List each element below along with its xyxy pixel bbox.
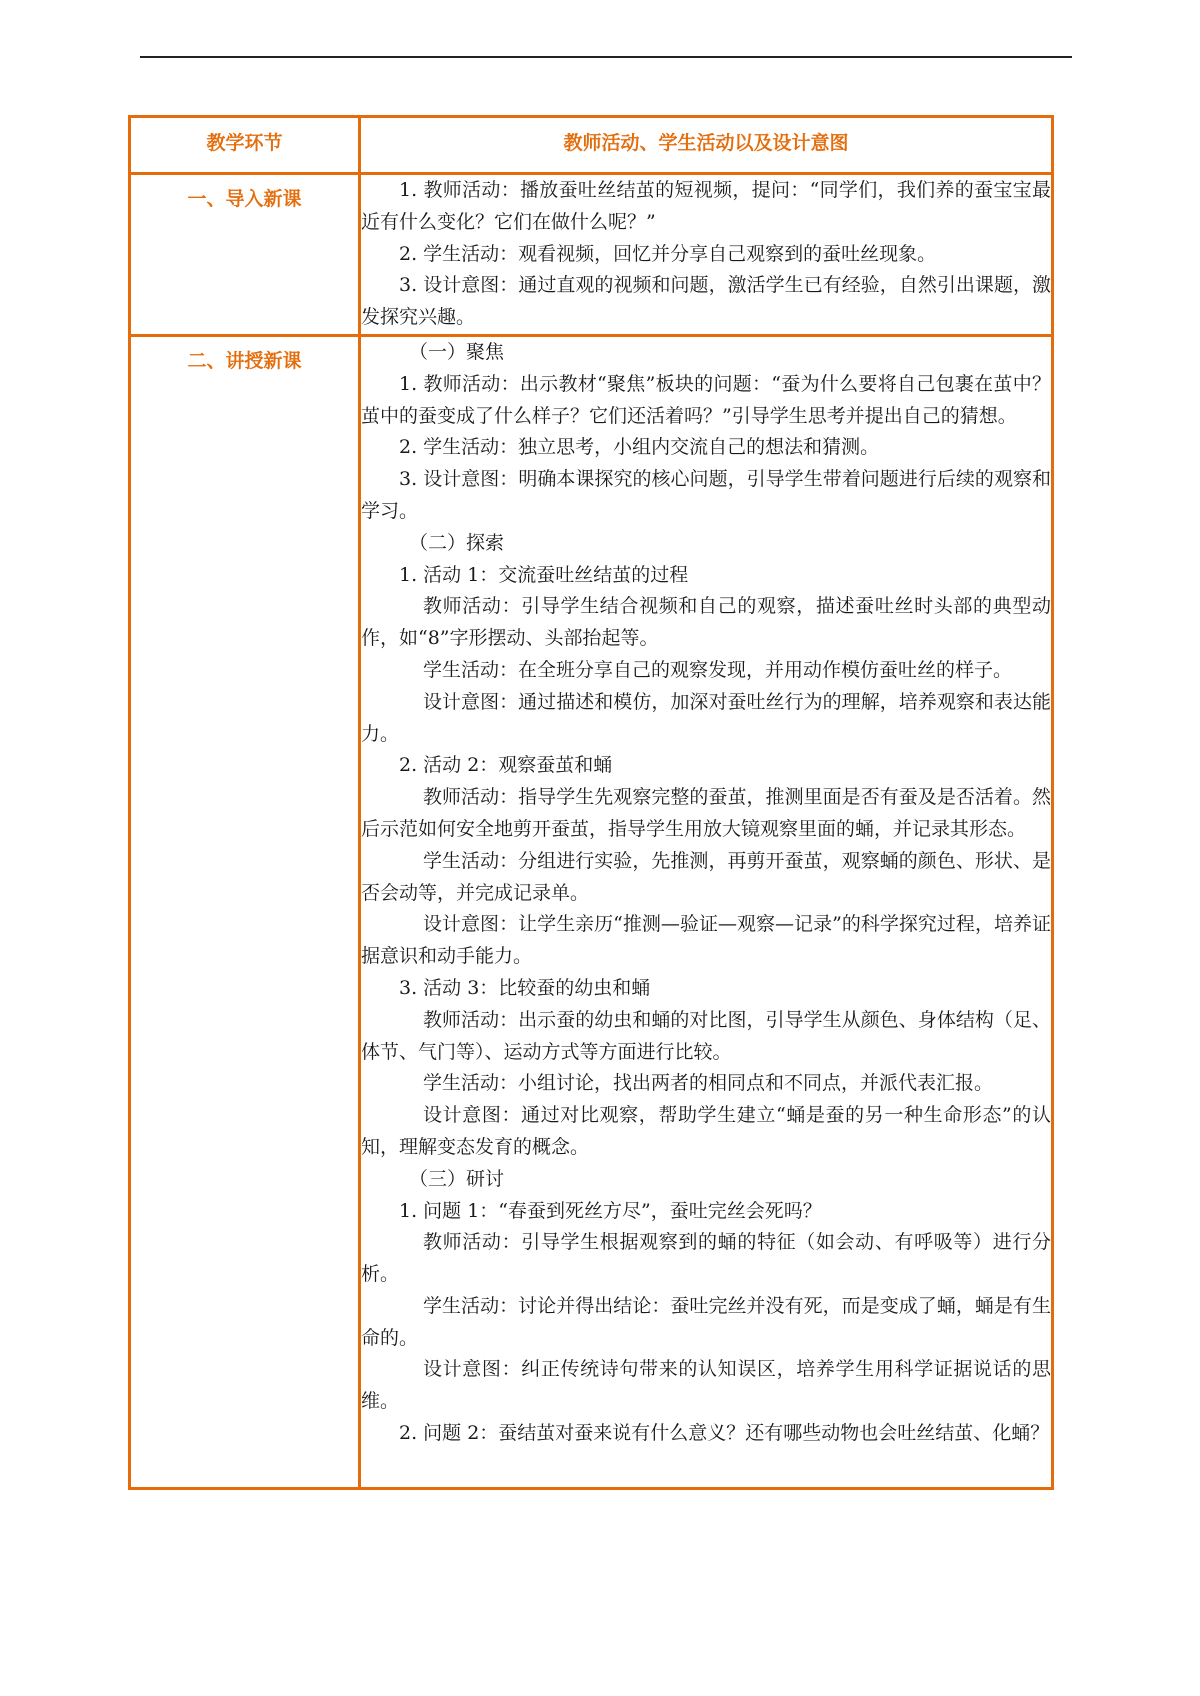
header-activities: 教师活动、学生活动以及设计意图: [360, 117, 1053, 174]
content-line: 3. 设计意图：通过直观的视频和问题，激活学生已有经验，自然引出课题，激发探究兴趣。: [361, 274, 1051, 329]
activity-title: 1. 活动 1：交流蚕吐丝结茧的过程: [399, 563, 689, 586]
activity-title: 3. 活动 3：比较蚕的幼虫和蛹: [399, 976, 651, 999]
table-row: [130, 174, 1053, 336]
content-line: 教师活动：引导学生根据观察到的蛹的特征（如会动、有呼吸等）进行分析。: [361, 1231, 1051, 1286]
section-heading: （三）研讨: [409, 1167, 505, 1190]
content-line: 学生活动：讨论并得出结论：蚕吐完丝并没有死，而是变成了蛹，蛹是有生命的。: [361, 1294, 1051, 1349]
question-title: 1. 问题 1：“春蚕到死丝方尽”，蚕吐完丝会死吗？: [399, 1199, 822, 1222]
question-title: 2. 问题 2：蚕结茧对蚕来说有什么意义？还有哪些动物也会吐丝结茧、化蛹？: [399, 1422, 1050, 1445]
table-header-row: [130, 117, 1053, 174]
content-line: 2. 学生活动：观看视频，回忆并分享自己观察到的蚕吐丝现象。: [399, 242, 937, 265]
content-cell-lecture: [360, 335, 1053, 1488]
content-line: 设计意图：通过描述和模仿，加深对蚕吐丝行为的理解，培养观察和表达能力。: [361, 690, 1051, 745]
section-heading: （一）聚焦: [409, 340, 505, 363]
content-line: 教师活动：出示蚕的幼虫和蛹的对比图，引导学生从颜色、身体结构（足、体节、气门等）、运动方式等方面进行比较。: [361, 1008, 1051, 1063]
content-line: 教师活动：引导学生结合视频和自己的观察，描述蚕吐丝时头部的典型动作，如“8”字形摆动、头部抬起等。: [361, 595, 1051, 650]
content-line: 1. 教师活动：出示教材“聚焦”板块的问题：“蚕为什么要将自己包裹在茧中？茧中的蚕变成了什么样子？它们还活着吗？”引导学生思考并提出自己的猜想。: [361, 372, 1051, 427]
content-line: 2. 学生活动：独立思考，小组内交流自己的想法和猜测。: [399, 436, 880, 459]
content-line: 1. 教师活动：播放蚕吐丝结茧的短视频，提问：“同学们，我们养的蚕宝宝最近有什么变化？它们在做什么呢？”: [361, 179, 1051, 233]
content-line: 学生活动：在全班分享自己的观察发现，并用动作模仿蚕吐丝的样子。: [423, 658, 1013, 681]
section-heading: （二）探索: [409, 531, 505, 554]
lesson-plan-table: [128, 115, 1054, 1490]
stage-cell-intro: 一、导入新课: [130, 174, 360, 336]
content-line: 教师活动：指导学生先观察完整的蚕茧，推测里面是否有蚕及是否活着。然后示范如何安全地剪开蚕茧，指导学生用放大镜观察里面的蛹，并记录其形态。: [361, 786, 1051, 840]
content-line: 学生活动：小组讨论，找出两者的相同点和不同点，并派代表汇报。: [423, 1072, 994, 1095]
header-stage: 教学环节: [130, 117, 360, 174]
content-line: 设计意图：让学生亲历“推测—验证—观察—记录”的科学探究过程，培养证据意识和动手能力。: [361, 913, 1051, 968]
content-line: 设计意图：纠正传统诗句带来的认知误区，培养学生用科学证据说话的思维。: [361, 1358, 1051, 1413]
content-line: 学生活动：分组进行实验，先推测，再剪开蚕茧，观察蛹的颜色、形状、是否会动等，并完成记录单。: [361, 849, 1051, 904]
stage-cell-lecture: 二、讲授新课: [130, 335, 360, 1488]
content-line: 设计意图：通过对比观察，帮助学生建立“蛹是蚕的另一种生命形态”的认知，理解变态发育的概念。: [361, 1104, 1051, 1158]
header-rule: [140, 56, 1072, 58]
activity-title: 2. 活动 2：观察蚕茧和蛹: [399, 754, 613, 777]
content-line: 3. 设计意图：明确本课探究的核心问题，引导学生带着问题进行后续的观察和学习。: [361, 468, 1051, 522]
table-row: [130, 335, 1053, 1488]
content-cell-intro: [360, 174, 1053, 336]
